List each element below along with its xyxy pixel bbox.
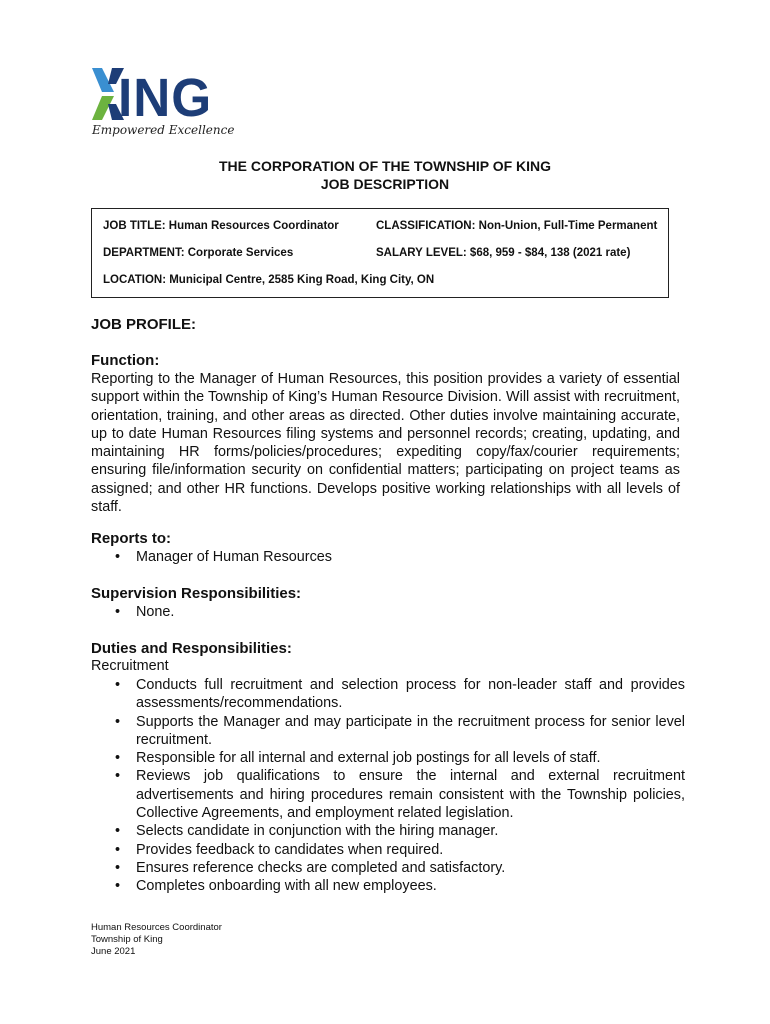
list-item: • None. <box>91 603 685 621</box>
job-profile-title: JOB PROFILE: <box>91 316 197 333</box>
list-item: • Reviews job qualifications to ensure the internal and external recruitment advertisements and hiring procedures remain consistent with the Township policies, Collective Agreements, and employment related legislation. <box>91 767 685 822</box>
page-footer <box>91 922 222 958</box>
logo-wordmark-letters: ING <box>118 68 213 128</box>
job-title-field: JOB TITLE: Human Resources Coordinator <box>103 220 339 232</box>
recruitment-subtitle: Recruitment <box>91 658 169 674</box>
logo-tagline: Empowered Excellence <box>92 123 235 137</box>
supervision-title: Supervision Responsibilities: <box>91 585 302 602</box>
job-info-box <box>91 208 669 298</box>
list-item: • Ensures reference checks are completed and satisfactory. <box>91 859 685 877</box>
duties-title: Duties and Responsibilities: <box>91 640 292 657</box>
supervision-list <box>91 603 685 621</box>
list-item: • Responsible for all internal and external job postings for all levels of staff. <box>91 749 685 767</box>
function-paragraph: Reporting to the Manager of Human Resources, this position provides a variety of essential support within the Township of King’s Human Resource Division. Will assist with recruitment, orientation, training, and other areas as directed. Other duties involve maintaining accurate, up to date Human Resources filing systems and personnel records; creating, updating, and maintaining HR forms/policies/procedures; expediting copy/fax/courier requirements; ensuring file/information security on confidential matters; participating on project teams as assigned; and other HR functions. Develops positive working relationships with all levels of staff. <box>91 371 680 516</box>
reports-to-title: Reports to: <box>91 530 171 547</box>
logo-wordmark <box>118 62 213 128</box>
footer-line-org: Township of King <box>91 934 163 945</box>
footer-line-date: June 2021 <box>91 946 136 957</box>
function-title: Function: <box>91 352 160 369</box>
list-item: • Manager of Human Resources <box>91 548 685 566</box>
list-item: • Conducts full recruitment and selection process for non-leader staff and provides assessments/recommendations. <box>91 676 685 713</box>
classification-field: CLASSIFICATION: Non-Union, Full-Time Permanent <box>376 220 658 232</box>
list-item: • Selects candidate in conjunction with the hiring manager. <box>91 822 685 840</box>
location-field: LOCATION: Municipal Centre, 2585 King Road, King City, ON <box>103 274 435 286</box>
list-item: • Provides feedback to candidates when required. <box>91 841 685 859</box>
department-field: DEPARTMENT: Corporate Services <box>103 247 294 259</box>
reports-to-list <box>91 548 685 566</box>
footer-line-title: Human Resources Coordinator <box>91 922 222 933</box>
document-subheading: JOB DESCRIPTION <box>320 176 450 192</box>
list-item: • Supports the Manager and may participate in the recruitment process for senior level recruitment. <box>91 713 685 750</box>
salary-field: SALARY LEVEL: $68, 959 - $84, 138 (2021 rate) <box>376 247 631 259</box>
township-logo <box>90 66 240 138</box>
list-item: • Completes onboarding with all new employees. <box>91 877 685 895</box>
duties-list <box>91 676 685 896</box>
document-heading: THE CORPORATION OF THE TOWNSHIP OF KING <box>218 158 552 174</box>
